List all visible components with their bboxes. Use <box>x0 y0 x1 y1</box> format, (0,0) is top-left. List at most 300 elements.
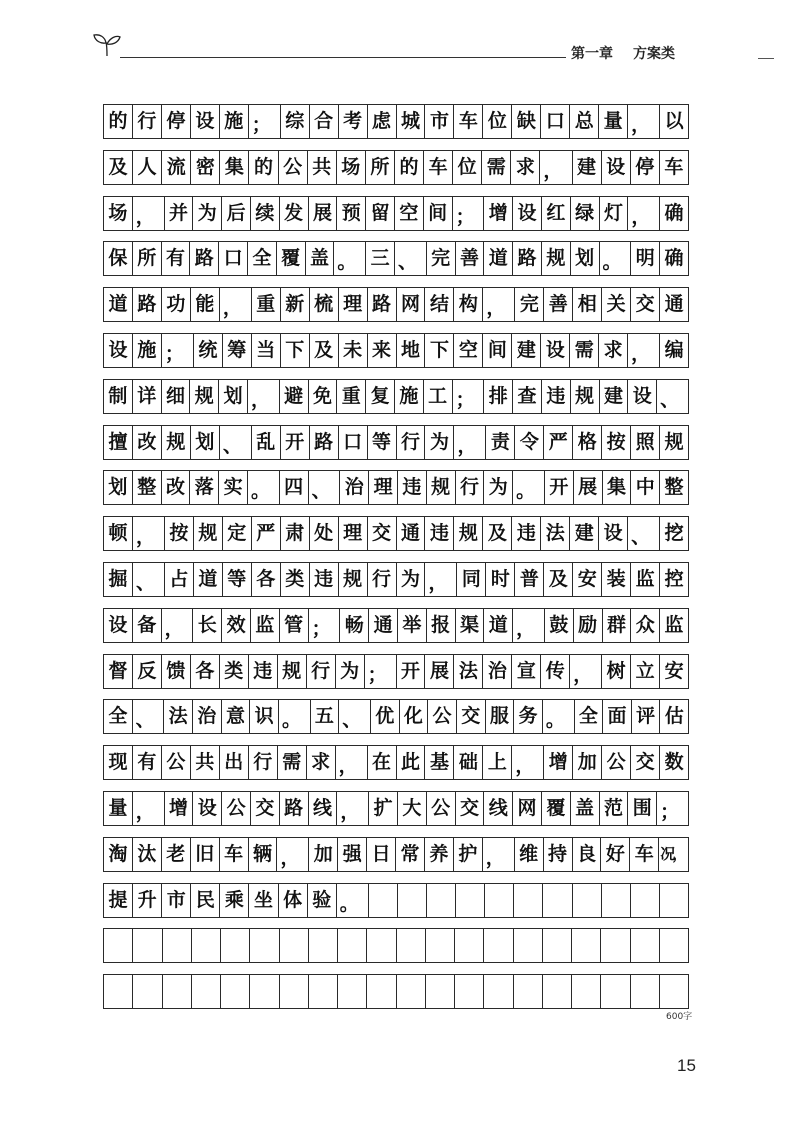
grid-cell: 举 <box>398 609 427 642</box>
grid-cell: ， <box>220 288 252 321</box>
sprout-icon <box>92 32 122 58</box>
grid-cell: 通 <box>397 517 426 550</box>
grid-cell: 增 <box>165 792 194 825</box>
grid-cell: 行 <box>397 426 426 459</box>
grid-cell: 装 <box>602 563 631 596</box>
grid-cell: 场 <box>104 197 133 230</box>
grid-cell: 化 <box>400 700 429 733</box>
grid-cell: 划 <box>104 471 133 504</box>
grid-cell: 展 <box>574 471 603 504</box>
grid-cell: 顿 <box>104 517 133 550</box>
grid-cell: 设 <box>513 197 542 230</box>
grid-row <box>103 287 689 322</box>
grid-cell: 求 <box>599 334 628 367</box>
grid-cell: 严 <box>544 426 573 459</box>
grid-cell: 口 <box>541 105 570 138</box>
grid-cell: 。 <box>334 242 366 275</box>
grid-cell: 立 <box>631 655 660 688</box>
grid-cell: 反 <box>133 655 162 688</box>
grid-cell: 路 <box>310 426 339 459</box>
grid-cell: 设 <box>104 609 133 642</box>
grid-cell <box>426 929 455 962</box>
grid-cell: 统 <box>194 334 223 367</box>
header-rule <box>120 57 566 58</box>
grid-cell: 意 <box>222 700 251 733</box>
grid-cell: 未 <box>339 334 368 367</box>
grid-cell: 市 <box>425 105 454 138</box>
grid-cell: 免 <box>309 380 338 413</box>
grid-cell: ， <box>512 746 544 779</box>
grid-cell: 规 <box>660 426 689 459</box>
grid-cell: 确 <box>660 197 689 230</box>
grid-cell: 础 <box>454 746 483 779</box>
grid-cell <box>280 929 309 962</box>
grid-cell: 留 <box>366 197 395 230</box>
grid-cell: 施 <box>220 105 249 138</box>
grid-cell: 管 <box>280 609 309 642</box>
grid-cell <box>367 975 396 1008</box>
grid-cell: 行 <box>368 563 397 596</box>
grid-cell: 类 <box>281 563 310 596</box>
grid-cell: 整 <box>660 471 689 504</box>
grid-row <box>103 654 689 689</box>
grid-cell <box>309 975 338 1008</box>
grid-cell: 。 <box>248 471 280 504</box>
grid-cell: 盖 <box>306 242 335 275</box>
grid-cell: 常 <box>396 838 425 871</box>
grid-cell: 规 <box>427 471 456 504</box>
grid-cell: 虑 <box>368 105 397 138</box>
grid-cell <box>543 929 572 962</box>
grid-cell: 开 <box>281 426 310 459</box>
grid-cell: 需 <box>482 151 511 184</box>
grid-cell: 编 <box>660 334 689 367</box>
grid-cell: ； <box>453 197 485 230</box>
grid-cell <box>221 929 250 962</box>
grid-cell: 设 <box>541 334 570 367</box>
grid-cell: 长 <box>193 609 222 642</box>
grid-cell: 市 <box>162 884 191 917</box>
grid-cell <box>631 929 660 962</box>
grid-cell: 维 <box>515 838 544 871</box>
grid-cell <box>514 884 543 917</box>
grid-cell <box>163 975 192 1008</box>
grid-cell: 新 <box>281 288 310 321</box>
grid-cell: 普 <box>515 563 544 596</box>
grid-cell: 排 <box>484 380 513 413</box>
grid-cell: 城 <box>397 105 426 138</box>
grid-cell: 公 <box>602 746 631 779</box>
grid-cell: 线 <box>484 792 513 825</box>
grid-row <box>103 562 689 597</box>
grid-cell: ， <box>570 655 602 688</box>
grid-cell: 面 <box>603 700 632 733</box>
grid-cell: 乱 <box>252 426 281 459</box>
grid-cell: 理 <box>339 517 368 550</box>
grid-cell: 责 <box>486 426 515 459</box>
grid-row <box>103 333 689 368</box>
grid-cell <box>602 884 631 917</box>
grid-cell: 升 <box>133 884 162 917</box>
grid-cell: 口 <box>339 426 368 459</box>
grid-cell: 按 <box>165 517 194 550</box>
grid-cell: ， <box>454 426 486 459</box>
grid-cell: 路 <box>368 288 397 321</box>
grid-cell: 建 <box>570 517 599 550</box>
grid-cell: ， <box>133 517 165 550</box>
grid-cell: 报 <box>427 609 456 642</box>
grid-cell: 覆 <box>277 242 306 275</box>
grid-cell: 时 <box>486 563 515 596</box>
grid-cell: 良 <box>573 838 602 871</box>
grid-cell: 制 <box>104 380 133 413</box>
grid-cell <box>426 975 455 1008</box>
grid-cell: 估 <box>660 700 689 733</box>
grid-cell: 并 <box>165 197 194 230</box>
grid-cell: 按 <box>602 426 631 459</box>
grid-cell: 避 <box>280 380 309 413</box>
grid-cell: 空 <box>454 334 483 367</box>
grid-cell: 行 <box>456 471 485 504</box>
grid-cell: 及 <box>544 563 573 596</box>
grid-cell: 定 <box>223 517 252 550</box>
grid-row <box>103 837 689 872</box>
grid-cell: 求 <box>511 151 540 184</box>
grid-cell <box>660 884 689 917</box>
grid-cell: 路 <box>133 288 162 321</box>
grid-cell: 设 <box>104 334 133 367</box>
grid-cell: 规 <box>278 655 307 688</box>
grid-row <box>103 470 689 505</box>
grid-cell: 详 <box>133 380 162 413</box>
grid-cell <box>369 884 398 917</box>
grid-cell: 完 <box>427 242 456 275</box>
grid-cell: 红 <box>542 197 571 230</box>
grid-cell: 树 <box>602 655 631 688</box>
grid-cell: 续 <box>251 197 280 230</box>
grid-cell: 路 <box>513 242 542 275</box>
grid-cell <box>427 884 456 917</box>
grid-cell: 设 <box>599 517 628 550</box>
grid-cell: 行 <box>307 655 336 688</box>
grid-cell: 路 <box>190 242 219 275</box>
grid-cell: 网 <box>397 288 426 321</box>
grid-row <box>103 196 689 231</box>
grid-cell: 安 <box>660 655 689 688</box>
grid-cell: 及 <box>483 517 512 550</box>
grid-cell: 地 <box>397 334 426 367</box>
grid-cell: 停 <box>162 105 191 138</box>
grid-cell: 众 <box>631 609 660 642</box>
grid-row <box>103 104 689 139</box>
word-count-label: 600字 <box>666 1012 693 1022</box>
grid-cell <box>456 884 485 917</box>
grid-cell: 共 <box>308 151 337 184</box>
grid-cell: ， <box>162 609 194 642</box>
grid-cell: 护 <box>454 838 483 871</box>
grid-cell <box>309 929 338 962</box>
grid-cell: 老 <box>162 838 191 871</box>
grid-cell: 、 <box>133 563 165 596</box>
grid-cell: ， <box>628 105 660 138</box>
grid-cell: 实 <box>219 471 248 504</box>
grid-cell: 五 <box>311 700 340 733</box>
grid-cell: 网 <box>513 792 542 825</box>
grid-cell: 人 <box>133 151 162 184</box>
grid-cell: ， <box>336 746 368 779</box>
grid-cell: 后 <box>222 197 251 230</box>
grid-cell: 工 <box>424 380 453 413</box>
grid-cell: 开 <box>397 655 426 688</box>
grid-cell: 体 <box>279 884 308 917</box>
grid-cell <box>104 975 133 1008</box>
grid-cell: 日 <box>367 838 396 871</box>
grid-cell: 控 <box>660 563 689 596</box>
running-header <box>571 43 675 63</box>
grid-cell: 基 <box>425 746 454 779</box>
grid-cell: 公 <box>427 792 456 825</box>
grid-cell: 综 <box>281 105 310 138</box>
grid-cell: 法 <box>454 655 483 688</box>
grid-row <box>103 974 689 1009</box>
grid-cell <box>192 929 221 962</box>
grid-cell <box>192 975 221 1008</box>
grid-cell: 各 <box>191 655 220 688</box>
grid-cell: 预 <box>337 197 366 230</box>
grid-cell: 保 <box>104 242 133 275</box>
grid-cell: 展 <box>309 197 338 230</box>
grid-cell: 严 <box>252 517 281 550</box>
grid-cell: 所 <box>366 151 395 184</box>
grid-cell: 停 <box>631 151 660 184</box>
grid-cell: 验 <box>308 884 337 917</box>
grid-cell: 公 <box>222 792 251 825</box>
grid-cell: 出 <box>220 746 249 779</box>
grid-row <box>103 791 689 826</box>
grid-cell: 路 <box>280 792 309 825</box>
grid-cell: 鼓 <box>545 609 574 642</box>
grid-cell: 、 <box>395 242 427 275</box>
grid-cell: 改 <box>162 471 191 504</box>
grid-cell: 道 <box>194 563 223 596</box>
grid-cell <box>397 929 426 962</box>
grid-cell: 督 <box>104 655 133 688</box>
grid-cell: 上 <box>483 746 512 779</box>
grid-cell: 等 <box>368 426 397 459</box>
grid-cell: 、 <box>220 426 252 459</box>
grid-cell: 当 <box>252 334 281 367</box>
grid-cell: 。 <box>543 700 575 733</box>
grid-cell: 。 <box>337 884 369 917</box>
grid-cell: 有 <box>133 746 162 779</box>
grid-cell: 绿 <box>571 197 600 230</box>
grid-cell: 及 <box>310 334 339 367</box>
grid-cell: 车 <box>630 838 659 871</box>
grid-cell: ； <box>249 105 281 138</box>
grid-cell: 能 <box>191 288 220 321</box>
grid-cell: 设 <box>193 792 222 825</box>
grid-cell: 来 <box>368 334 397 367</box>
grid-cell: 功 <box>162 288 191 321</box>
grid-cell <box>250 929 279 962</box>
grid-cell: 流 <box>162 151 191 184</box>
grid-cell: ； <box>162 334 194 367</box>
grid-cell: 总 <box>570 105 599 138</box>
grid-cell: 所 <box>133 242 162 275</box>
grid-cell: 增 <box>544 746 573 779</box>
grid-cell: 施 <box>133 334 162 367</box>
grid-cell: 交 <box>368 517 397 550</box>
grid-cell: 为 <box>397 563 426 596</box>
grid-cell <box>601 929 630 962</box>
grid-cell: 通 <box>369 609 398 642</box>
grid-cell: 交 <box>456 792 485 825</box>
grid-cell: 结 <box>425 288 454 321</box>
grid-cell: 复 <box>366 380 395 413</box>
grid-cell <box>104 929 133 962</box>
grid-cell: 合 <box>310 105 339 138</box>
grid-cell: 各 <box>252 563 281 596</box>
grid-cell: 规 <box>194 517 223 550</box>
grid-cell: 占 <box>165 563 194 596</box>
grid-cell: 道 <box>484 242 513 275</box>
grid-cell <box>514 975 543 1008</box>
grid-cell: 。 <box>513 471 545 504</box>
grid-cell: 展 <box>425 655 454 688</box>
grid-cell: 规 <box>339 563 368 596</box>
grid-cell: 为 <box>193 197 222 230</box>
grid-cell: 规 <box>454 517 483 550</box>
grid-cell: 及 <box>104 151 133 184</box>
grid-cell: 场 <box>337 151 366 184</box>
grid-cell: 建 <box>512 334 541 367</box>
grid-cell: 安 <box>573 563 602 596</box>
grid-cell <box>660 975 689 1008</box>
grid-cell: 梳 <box>310 288 339 321</box>
grid-cell: 四 <box>280 471 309 504</box>
grid-cell: 养 <box>425 838 454 871</box>
grid-cell: 淘 <box>104 838 133 871</box>
grid-cell: 的 <box>395 151 424 184</box>
grid-cell <box>221 975 250 1008</box>
grid-cell: 扩 <box>369 792 398 825</box>
grid-cell: 法 <box>541 517 570 550</box>
grid-cell: 全 <box>104 700 133 733</box>
grid-cell: 现 <box>104 746 133 779</box>
grid-cell: 大 <box>398 792 427 825</box>
grid-cell: 量 <box>104 792 133 825</box>
grid-cell: ， <box>133 197 165 230</box>
grid-cell: 道 <box>104 288 133 321</box>
grid-cell: 集 <box>220 151 249 184</box>
grid-cell: 处 <box>310 517 339 550</box>
grid-cell <box>397 975 426 1008</box>
grid-cell: ， <box>425 563 457 596</box>
grid-cell: 围 <box>628 792 657 825</box>
grid-cell <box>631 975 660 1008</box>
grid-cell: 盖 <box>571 792 600 825</box>
grid-cell: 类 <box>220 655 249 688</box>
category-label: 方案类 <box>633 46 675 62</box>
grid-cell: 挖 <box>660 517 689 550</box>
grid-cell: 道 <box>484 609 513 642</box>
grid-cell: 下 <box>425 334 454 367</box>
grid-cell: 违 <box>542 380 571 413</box>
grid-cell <box>543 975 572 1008</box>
grid-cell: 设 <box>602 151 631 184</box>
grid-cell <box>455 929 484 962</box>
grid-cell <box>484 929 513 962</box>
grid-cell: 以 <box>660 105 689 138</box>
grid-row <box>103 928 689 963</box>
grid-cell <box>572 975 601 1008</box>
grid-cell: 治 <box>483 655 512 688</box>
grid-cell: 规 <box>190 380 219 413</box>
grid-cell: 车 <box>220 838 249 871</box>
grid-cell: ， <box>540 151 572 184</box>
grid-cell: 缺 <box>512 105 541 138</box>
grid-cell: 违 <box>249 655 278 688</box>
grid-row <box>103 883 689 918</box>
grid-row <box>103 516 689 551</box>
grid-cell: 好 <box>601 838 630 871</box>
grid-cell: 间 <box>483 334 512 367</box>
chapter-label: 第一章 <box>571 46 613 62</box>
grid-cell: 交 <box>631 746 660 779</box>
grid-cell: 治 <box>340 471 369 504</box>
grid-cell: 违 <box>425 517 454 550</box>
grid-cell: 完 <box>515 288 544 321</box>
grid-cell <box>601 975 630 1008</box>
grid-cell: ， <box>628 197 660 230</box>
grid-cell <box>398 884 427 917</box>
grid-cell: 密 <box>191 151 220 184</box>
grid-cell: 务 <box>514 700 543 733</box>
grid-cell: 位 <box>453 151 482 184</box>
grid-cell: 辆 <box>249 838 278 871</box>
grid-cell: 相 <box>573 288 602 321</box>
grid-cell: 善 <box>456 242 485 275</box>
grid-cell: 覆 <box>542 792 571 825</box>
grid-cell: 中 <box>631 471 660 504</box>
grid-cell: 服 <box>486 700 515 733</box>
grid-cell: ； <box>453 380 485 413</box>
grid-cell: 需 <box>278 746 307 779</box>
grid-cell: 确 <box>660 242 689 275</box>
grid-cell: 监 <box>251 609 280 642</box>
grid-cell: 交 <box>457 700 486 733</box>
grid-cell: 发 <box>280 197 309 230</box>
grid-cell: 位 <box>483 105 512 138</box>
grid-cell: 宣 <box>512 655 541 688</box>
grid-cell: 有 <box>162 242 191 275</box>
grid-cell: 持 <box>544 838 573 871</box>
grid-cell <box>133 929 162 962</box>
grid-cell: 交 <box>251 792 280 825</box>
grid-cell <box>660 929 689 962</box>
grid-cell <box>455 975 484 1008</box>
grid-cell: 设 <box>191 105 220 138</box>
grid-cell: 公 <box>279 151 308 184</box>
grid-cell: 渠 <box>456 609 485 642</box>
grid-cell <box>514 929 543 962</box>
grid-cell: ， <box>133 792 165 825</box>
grid-cell: 、 <box>628 517 660 550</box>
grid-cell: 求 <box>307 746 336 779</box>
grid-cell: 理 <box>369 471 398 504</box>
grid-cell: 等 <box>223 563 252 596</box>
grid-cell: 线 <box>309 792 338 825</box>
